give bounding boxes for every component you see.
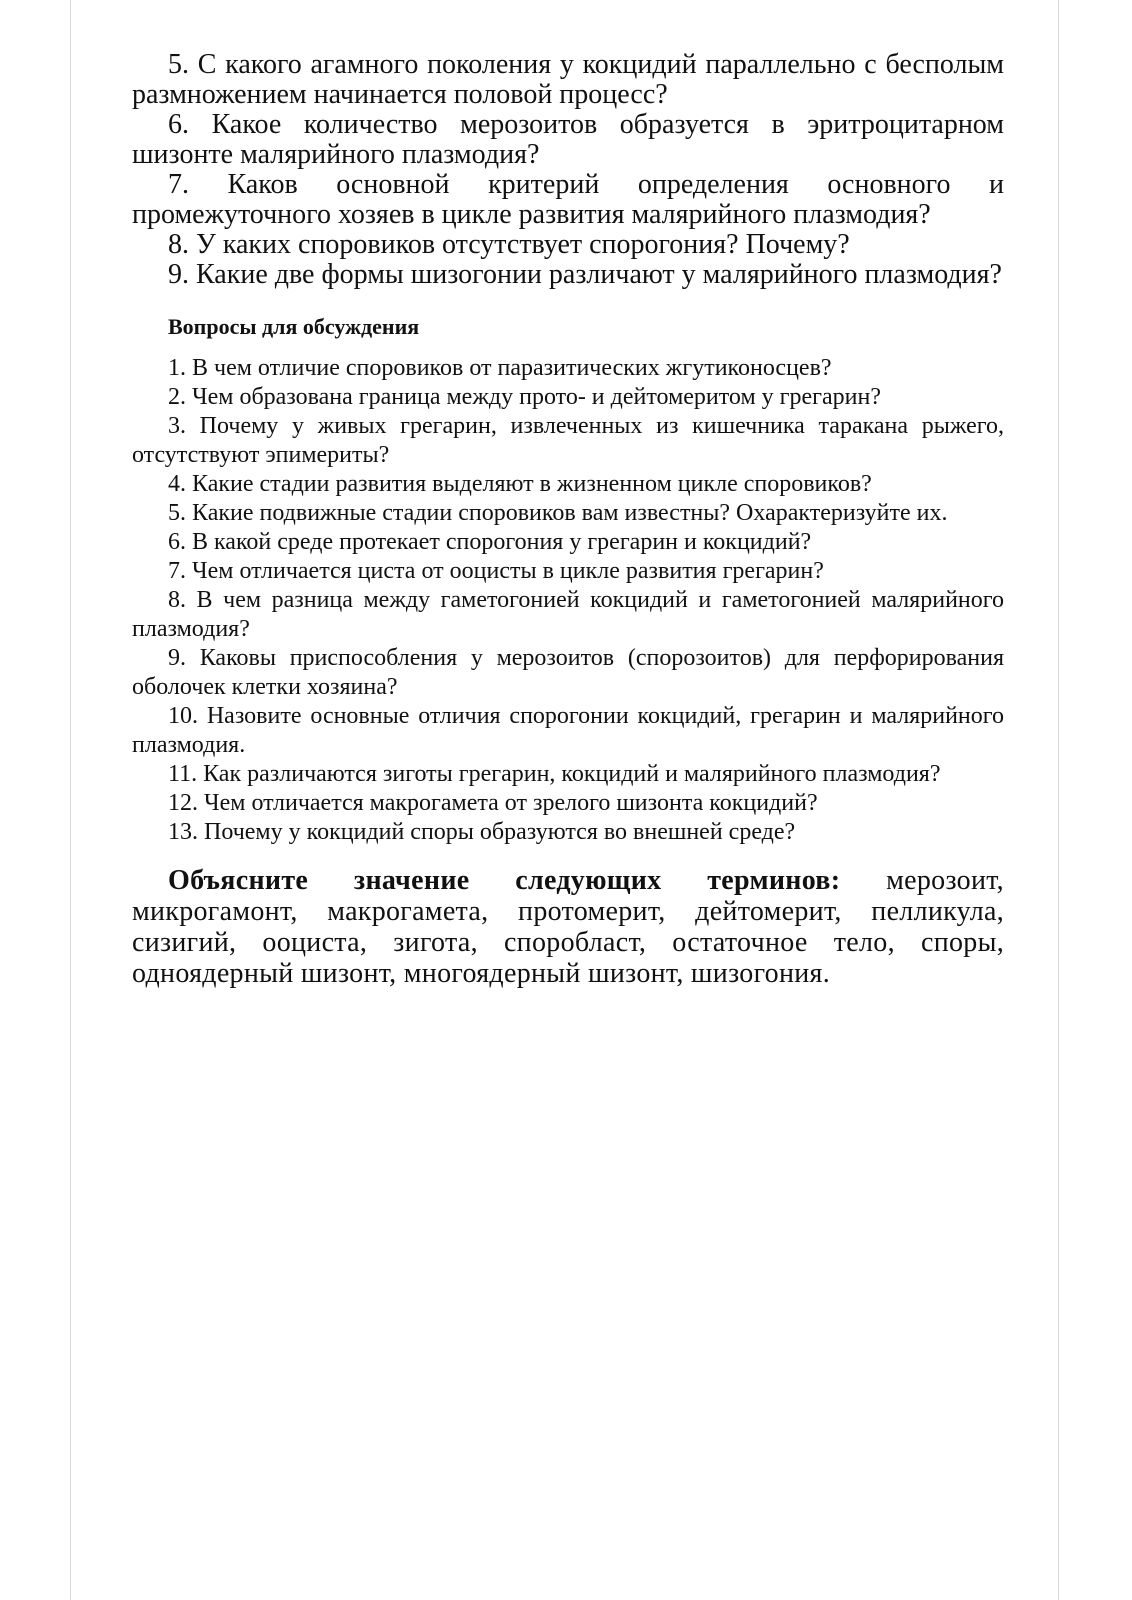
discussion-question-item: 13. Почему у кокцидий споры образуются во внешней среде? — [168, 819, 796, 845]
page-content — [132, 50, 1004, 989]
question-item: 7. Каков основной критерий определения основного и промежуточного хозяев в цикле развития малярийного плазмодия? — [132, 169, 1004, 230]
discussion-question-item: 11. Как различаются зиготы грегарин, кокцидий и малярийного плазмодия? — [168, 761, 941, 787]
question-item: 5. С какого агамного поколения у кокцидий параллельно с бесполым размножением начинается половой процесс? — [132, 49, 1004, 110]
discussion-question-item: 2. Чем образована граница между прото- и дейтомеритом у грегарин? — [168, 384, 881, 410]
discussion-question-item: 4. Какие стадии развития выделяют в жизненном цикле споровиков? — [168, 471, 872, 497]
question-item: 9. Какие две формы шизогонии различают у малярийного плазмодия? — [168, 259, 1002, 290]
terms-lead: Объясните значение следующих терминов: — [168, 865, 841, 896]
discussion-heading: Вопросы для обсуждения — [168, 314, 420, 339]
discussion-questions-list — [132, 354, 1004, 847]
discussion-question-item: 7. Чем отличается циста от ооцисты в цикле развития грегарин? — [168, 558, 824, 584]
terms-paragraph — [132, 865, 1004, 989]
discussion-question-item: 9. Каковы приспособления у мерозоитов (спорозоитов) для перфорирования оболочек клетки хозяина? — [132, 645, 1004, 700]
discussion-question-item: 6. В какой среде протекает спорогония у грегарин и кокцидий? — [168, 529, 812, 555]
terms-list: мерозоит, микрогамонт, макрогамета, протомерит, дейтомерит, пелликула, сизигий, ооциста, зигота, споробласт, остаточное тело, споры, одноядерный шизонт, многоядерный шизонт, шизогония. — [132, 865, 1004, 989]
discussion-question-item: 10. Назовите основные отличия спорогонии кокцидий, грегарин и малярийного плазмодия. — [132, 703, 1004, 758]
discussion-question-item: 5. Какие подвижные стадии споровиков вам известны? Охарактеризуйте их. — [168, 500, 948, 526]
discussion-question-item: 8. В чем разница между гаметогонией кокцидий и гаметогонией малярийного плазмодия? — [132, 587, 1004, 642]
discussion-question-item: 3. Почему у живых грегарин, извлеченных из кишечника таракана рыжего, отсутствуют эпимериты? — [132, 413, 1004, 468]
page-edge-left — [70, 0, 71, 1600]
question-item: 8. У каких споровиков отсутствует спорогония? Почему? — [168, 229, 850, 260]
control-questions-list — [132, 50, 1004, 290]
question-item: 6. Какое количество мерозоитов образуется в эритроцитарном шизонте малярийного плазмодия? — [132, 109, 1004, 170]
discussion-question-item: 1. В чем отличие споровиков от паразитических жгутиконосцев? — [168, 355, 832, 381]
page-edge-right — [1058, 0, 1059, 1600]
discussion-question-item: 12. Чем отличается макрогамета от зрелого шизонта кокцидий? — [168, 790, 818, 816]
